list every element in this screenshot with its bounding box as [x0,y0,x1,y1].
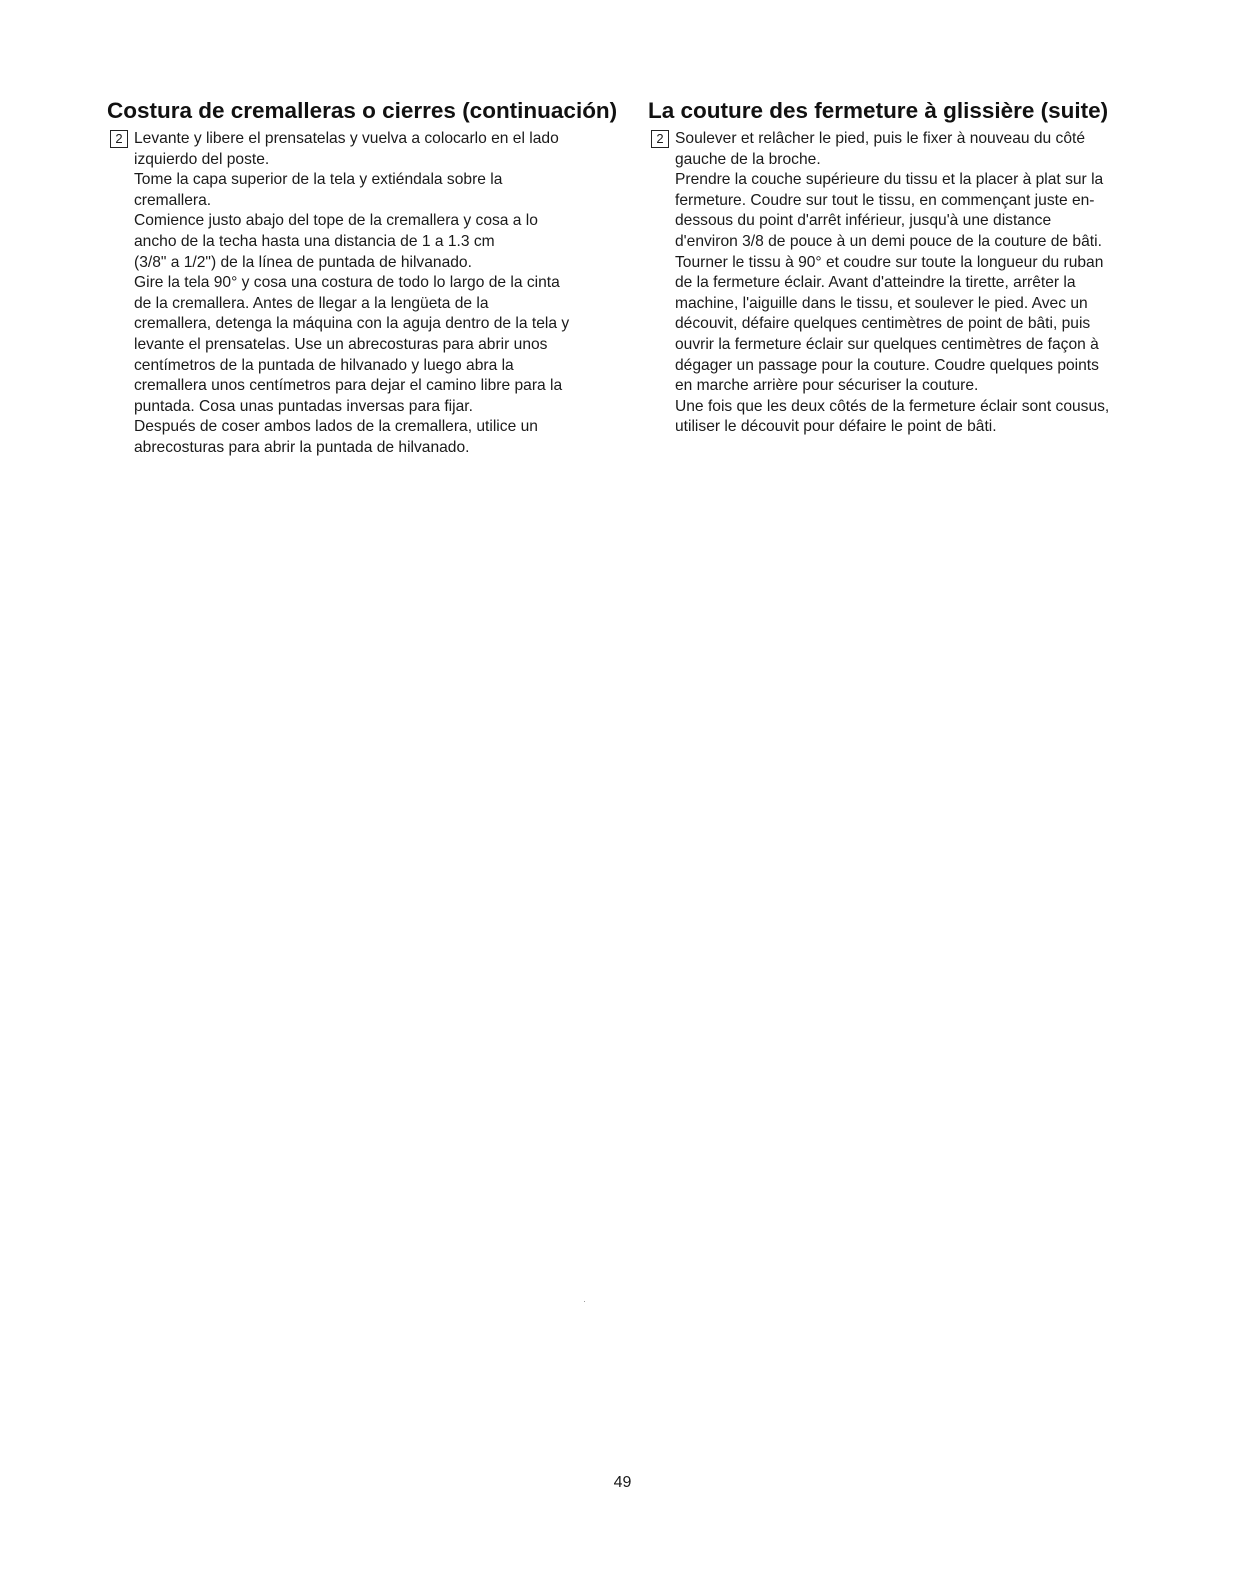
text-line: de la fermeture éclair. Avant d'atteindre la tirette, arrêter la [675,274,1076,292]
text-line: Tourner le tissu à 90° et coudre sur toute la longueur du ruban [675,253,1104,271]
text-line: Une fois que les deux côtés de la fermeture éclair sont cousus, [675,397,1110,415]
text-line: cremallera unos centímetros para dejar el camino libre para la [134,377,563,395]
french-step-2 [648,129,1178,438]
text-line: de la cremallera. Antes de llegar a la lengüeta de la [134,294,489,312]
spanish-step-2 [107,129,635,459]
text-line: abrecosturas para abrir la puntada de hilvanado. [134,438,470,456]
text-line: Soulever et relâcher le pied, puis le fixer à nouveau du côté [675,130,1086,147]
text-line: machine, l'aiguille dans le tissu, et soulever le pied. Avec un [675,294,1088,312]
text-line: dégager un passage pour la couture. Coudre quelques points [675,356,1099,374]
text-line: découvit, défaire quelques centimètres de point de bâti, puis [675,315,1091,333]
text-line: utiliser le découvit pour défaire le point de bâti. [675,418,997,436]
text-line: ouvrir la fermeture éclair sur quelques centimètres de façon à [675,335,1099,353]
text-line: Comience justo abajo del tope de la cremallera y cosa a lo [134,212,538,230]
text-line: cremallera. [134,191,212,209]
text-line: ancho de la techa hasta una distancia de 1 a 1.3 cm [134,232,495,250]
text-line: levante el prensatelas. Use un abrecosturas para abrir unos [134,335,548,353]
spanish-column [107,97,635,459]
spanish-heading: Costura de cremalleras o cierres (continuación) [107,98,618,123]
text-line: gauche de la broche. [675,150,821,168]
text-line: dessous du point d'arrêt inférieur, jusqu'à une distance [675,212,1052,230]
text-line: en marche arrière pour sécuriser la couture. [675,377,979,395]
page-number: 49 [613,1474,632,1491]
step-number-badge: 2 [110,130,128,148]
text-line: izquierdo del poste. [134,150,270,168]
text-line: fermeture. Coudre sur tout le tissu, en commençant juste en- [675,191,1095,209]
text-line: d'environ 3/8 de pouce à un demi pouce de la couture de bâti. [675,232,1102,250]
text-line: Gire la tela 90° y cosa una costura de todo lo largo de la cinta [134,274,560,292]
text-line: puntada. Cosa unas puntadas inversas para fijar. [134,397,473,415]
french-column [648,97,1178,438]
text-line: centímetros de la puntada de hilvanado y luego abra la [134,356,514,374]
french-heading: La couture des fermeture à glissière (suite) [648,98,1109,123]
text-line: Prendre la couche supérieure du tissu et la placer à plat sur la [675,171,1104,189]
text-line: (3/8" a 1/2") de la línea de puntada de hilvanado. [134,253,472,271]
text-line: Después de coser ambos lados de la cremallera, utilice un [134,418,538,436]
step-number-badge: 2 [651,130,669,148]
text-line: cremallera, detenga la máquina con la aguja dentro de la tela y [134,315,570,333]
text-line: Levante y libere el prensatelas y vuelva a colocarlo en el lado [134,130,559,147]
text-line: Tome la capa superior de la tela y extiéndala sobre la [134,171,503,189]
scan-speck [584,1301,585,1302]
